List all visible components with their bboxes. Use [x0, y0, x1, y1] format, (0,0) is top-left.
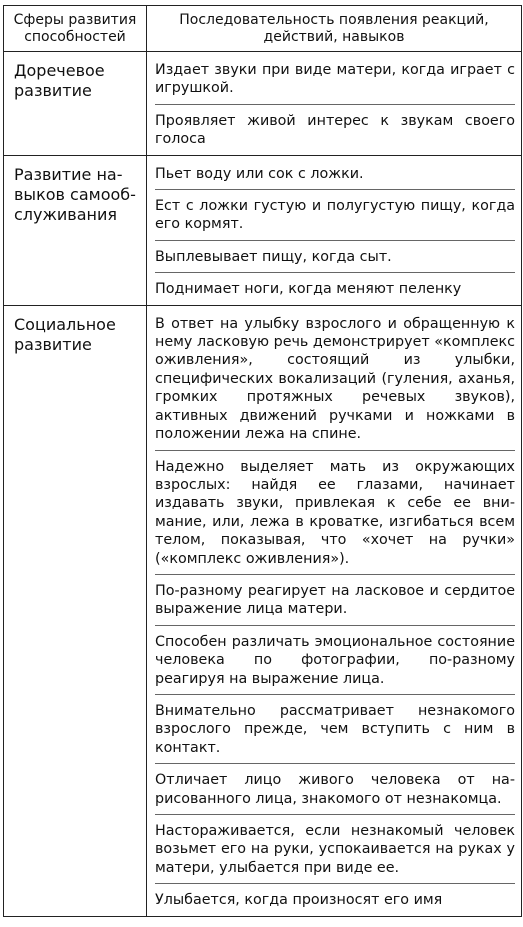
header-sequence: Последовательность появления реакций, действий, навыков	[147, 6, 522, 52]
list-item: Способен различать эмоциональное состояние человека по фотографии, по-разному реагируя на выражение лица.	[155, 626, 515, 695]
list-item: Издает звуки при виде матери, когда играет с игрушкой.	[155, 52, 515, 105]
items-cell	[147, 305, 522, 916]
list-item: Надежно выделяет мать из окружающих взрослых: найдя ее глазами, начинает издавать звуки, привлекая к себе ее внимание, или, лежа в кроватке, изгибаться всем телом, показывая, что «хочет на ручки» («комплекс оживления»).	[155, 451, 515, 575]
development-table	[3, 5, 522, 917]
area-cell: Развитие навыков самообслуживания	[4, 155, 147, 305]
list-item: Поднимает ноги, когда меняют пеленку	[155, 281, 462, 298]
area-cell: Социальное развитие	[4, 305, 147, 916]
list-item: Внимательно рассматривает незнакомого взрослого прежде, чем вступить с ним в контакт.	[155, 695, 515, 764]
list-item: Улыбается, когда произносят его имя	[155, 892, 443, 909]
list-item: В ответ на улыбку взрослого и обращенную к нему ласковую речь демонстрирует «комплекс оживления», состоящий из улыбки, специфических вокализаций (гуления, аханья, громких протяжных речевых звуков), активных движений ручками и ножками в положении лежа на спине.	[155, 306, 515, 451]
items-cell	[147, 155, 522, 305]
table-row	[4, 52, 522, 156]
table-row	[4, 305, 522, 916]
list-item: Пьет воду или сок с ложки.	[155, 156, 515, 190]
header-row	[4, 6, 522, 52]
table-row	[4, 155, 522, 305]
list-item: Отличает лицо живого человека от нарисованного лица, знакомого от незнакомца.	[155, 764, 515, 815]
list-item: Ест с ложки густую и полугустую пищу, когда его кормят.	[155, 190, 515, 241]
list-item: Выплевывает пищу, когда сыт.	[155, 241, 515, 273]
list-item: Настораживается, если незнакомый человек возьмет его на руки, успокаивается на руках у матери, улыбается при виде ее.	[155, 815, 515, 884]
area-cell: Доречевое развитие	[4, 52, 147, 156]
header-areas: Сферы развития способностей	[4, 6, 147, 52]
items-cell	[147, 52, 522, 156]
list-item: По-разному реагирует на ласковое и сердитое выражение лица матери.	[155, 575, 515, 626]
list-item: Проявляет живой интерес к звукам своего голоса	[155, 112, 515, 148]
